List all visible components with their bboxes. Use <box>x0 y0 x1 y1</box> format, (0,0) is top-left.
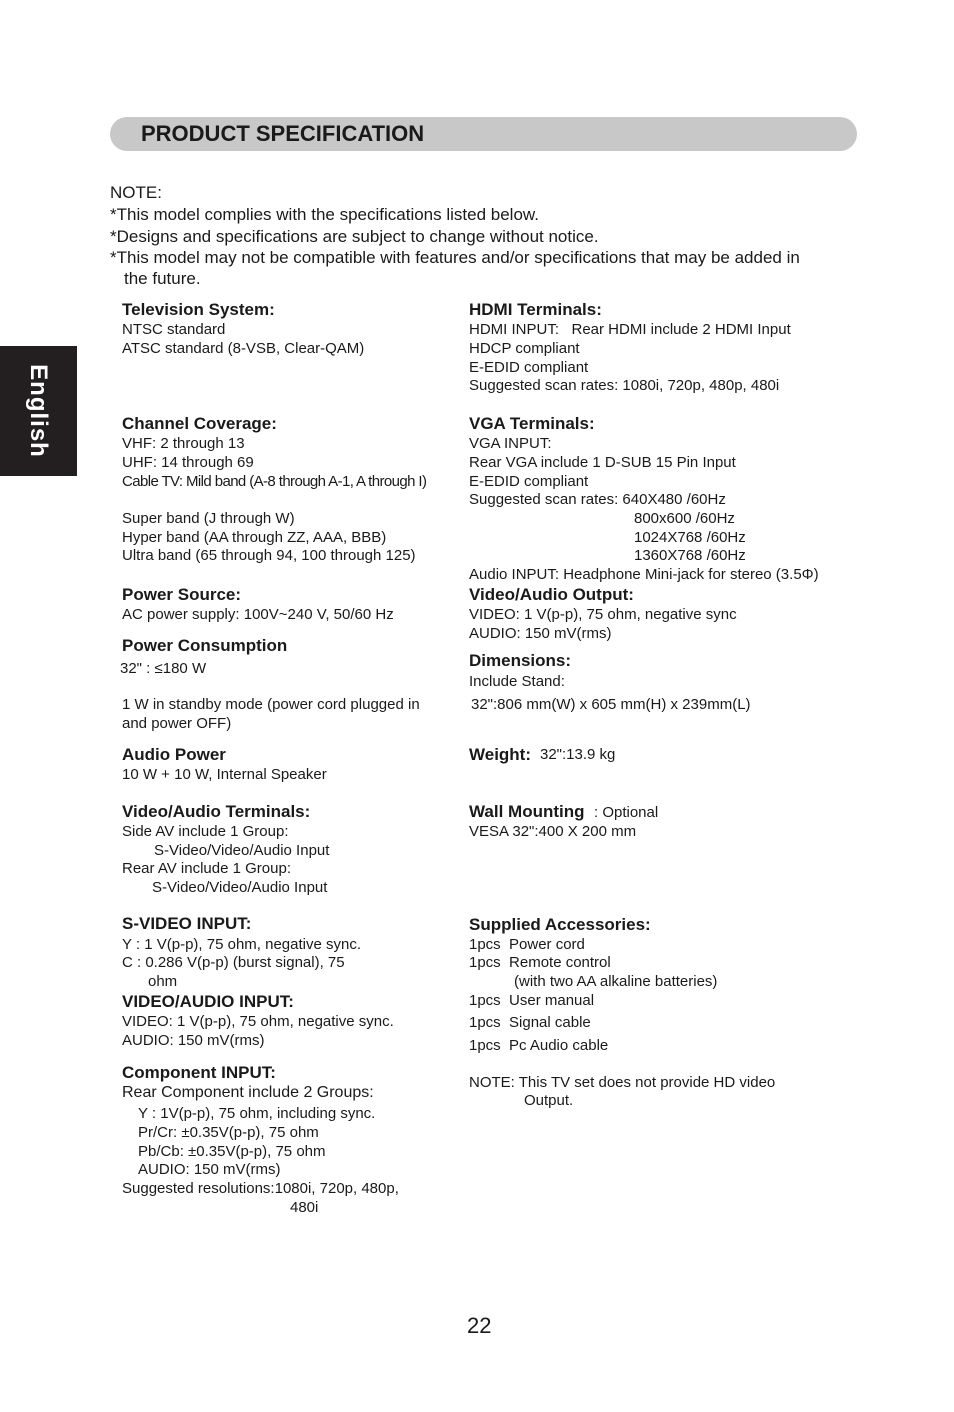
av-terminals-line: Side AV include 1 Group: <box>122 823 289 840</box>
wall-mount-line: VESA 32":400 X 200 mm <box>469 823 637 840</box>
vga-scan-rate: 800x600 /60Hz <box>634 510 735 527</box>
power-source-line: AC power supply: 100V~240 V, 50/60 Hz <box>122 606 394 623</box>
note-line-1: *This model complies with the specifications listed below. <box>110 205 539 224</box>
svideo-line: C : 0.286 V(p-p) (burst signal), 75 <box>122 954 345 971</box>
hdmi-line: E-EDID compliant <box>469 359 589 376</box>
channel-line: Hyper band (AA through ZZ, AAA, BBB) <box>122 529 387 546</box>
dimensions-line: 32":806 mm(W) x 605 mm(H) x 239mm(L) <box>471 696 751 713</box>
av-terminals-line: S-Video/Video/Audio Input <box>152 879 328 896</box>
audio-power-line: 10 W + 10 W, Internal Speaker <box>122 766 327 783</box>
weight-value: 32":13.9 kg <box>540 746 616 763</box>
hdmi-heading: HDMI Terminals: <box>469 300 602 319</box>
wall-mount-value: : Optional <box>594 804 659 821</box>
av-terminals-line: Rear AV include 1 Group: <box>122 860 291 877</box>
va-input-heading: VIDEO/AUDIO INPUT: <box>122 992 294 1011</box>
note-line-2: *Designs and specifications are subject to change without notice. <box>110 227 599 246</box>
component-line: Y : 1V(p-p), 75 ohm, including sync. <box>138 1105 376 1122</box>
hdmi-line: HDMI INPUT: Rear HDMI include 2 HDMI Input <box>469 321 791 338</box>
accessories-note: NOTE: This TV set does not provide HD video <box>469 1074 776 1091</box>
vga-line: VGA INPUT: <box>469 435 552 452</box>
dimensions-line: Include Stand: <box>469 673 565 690</box>
component-line: AUDIO: 150 mV(rms) <box>138 1161 281 1178</box>
language-tab-label: English <box>25 364 52 458</box>
channel-line: Ultra band (65 through 94, 100 through 125) <box>122 547 416 564</box>
audio-power-heading: Audio Power <box>122 745 226 764</box>
component-line: 480i <box>290 1199 319 1216</box>
page-title: PRODUCT SPECIFICATION <box>141 121 425 146</box>
hdmi-line: HDCP compliant <box>469 340 580 357</box>
vga-heading: VGA Terminals: <box>469 414 595 433</box>
channel-line: Super band (J through W) <box>122 510 295 527</box>
av-terminals-heading: Video/Audio Terminals: <box>122 802 311 821</box>
component-line: Pr/Cr: ±0.35V(p-p), 75 ohm <box>138 1124 319 1141</box>
language-tab <box>0 346 77 476</box>
note-line-3b: the future. <box>124 269 201 288</box>
va-input-line: AUDIO: 150 mV(rms) <box>122 1032 265 1049</box>
accessory-item: 1pcs User manual <box>469 992 595 1009</box>
vga-scan-rate: 1360X768 /60Hz <box>634 547 746 564</box>
va-output-line: VIDEO: 1 V(p-p), 75 ohm, negative sync <box>469 606 737 623</box>
page-number: 22 <box>467 1313 492 1338</box>
component-line: Suggested resolutions:1080i, 720p, 480p, <box>122 1180 399 1197</box>
tv-system-line: NTSC standard <box>122 321 226 338</box>
power-consumption-line: 1 W in standby mode (power cord plugged in <box>122 696 420 713</box>
tv-system-heading: Television System: <box>122 300 275 319</box>
va-input-line: VIDEO: 1 V(p-p), 75 ohm, negative sync. <box>122 1013 394 1030</box>
dimensions-heading: Dimensions: <box>469 651 572 670</box>
svideo-line: Y : 1 V(p-p), 75 ohm, negative sync. <box>122 936 362 953</box>
weight-heading: Weight: <box>469 745 532 764</box>
power-source-heading: Power Source: <box>122 585 242 604</box>
accessory-item: 1pcs Power cord <box>469 936 585 953</box>
accessory-item: 1pcs Pc Audio cable <box>469 1037 609 1054</box>
channel-line: Cable TV: Mild band (A-8 through A-1, A through I) <box>122 473 427 490</box>
hdmi-line: Suggested scan rates: 1080i, 720p, 480p, 480i <box>469 377 780 394</box>
component-subheading: Rear Component include 2 Groups: <box>122 1084 374 1101</box>
accessory-item: 1pcs Signal cable <box>469 1014 591 1031</box>
tv-system-line: ATSC standard (8-VSB, Clear-QAM) <box>122 340 365 357</box>
vga-audio-line: Audio INPUT: Headphone Mini-jack for stereo (3.5Φ) <box>469 566 819 583</box>
component-line: Pb/Cb: ±0.35V(p-p), 75 ohm <box>138 1143 326 1160</box>
svideo-line: ohm <box>148 973 178 990</box>
vga-line: Suggested scan rates: 640X480 /60Hz <box>469 491 726 508</box>
note-label: NOTE: <box>110 183 162 202</box>
accessories-heading: Supplied Accessories: <box>469 915 651 934</box>
vga-line: E-EDID compliant <box>469 473 589 490</box>
vga-scan-rate: 1024X768 /60Hz <box>634 529 746 546</box>
note-line-3a: *This model may not be compatible with features and/or specifications that may be added in <box>110 248 800 267</box>
accessory-item: 1pcs Remote control <box>469 954 611 971</box>
svideo-heading: S-VIDEO INPUT: <box>122 914 252 933</box>
va-output-line: AUDIO: 150 mV(rms) <box>469 625 612 642</box>
power-consumption-line: 32" : ≤180 W <box>120 660 207 677</box>
vga-line: Rear VGA include 1 D-SUB 15 Pin Input <box>469 454 736 471</box>
channel-heading: Channel Coverage: <box>122 414 277 433</box>
channel-line: UHF: 14 through 69 <box>122 454 254 471</box>
av-terminals-line: S-Video/Video/Audio Input <box>154 842 330 859</box>
power-consumption-heading: Power Consumption <box>122 636 288 655</box>
wall-mount-heading: Wall Mounting <box>469 802 585 821</box>
accessories-note: Output. <box>524 1092 574 1109</box>
va-output-heading: Video/Audio Output: <box>469 585 634 604</box>
power-consumption-line: and power OFF) <box>122 715 232 732</box>
component-heading: Component INPUT: <box>122 1063 276 1082</box>
channel-line: VHF: 2 through 13 <box>122 435 245 452</box>
accessory-item-detail: (with two AA alkaline batteries) <box>514 973 718 990</box>
